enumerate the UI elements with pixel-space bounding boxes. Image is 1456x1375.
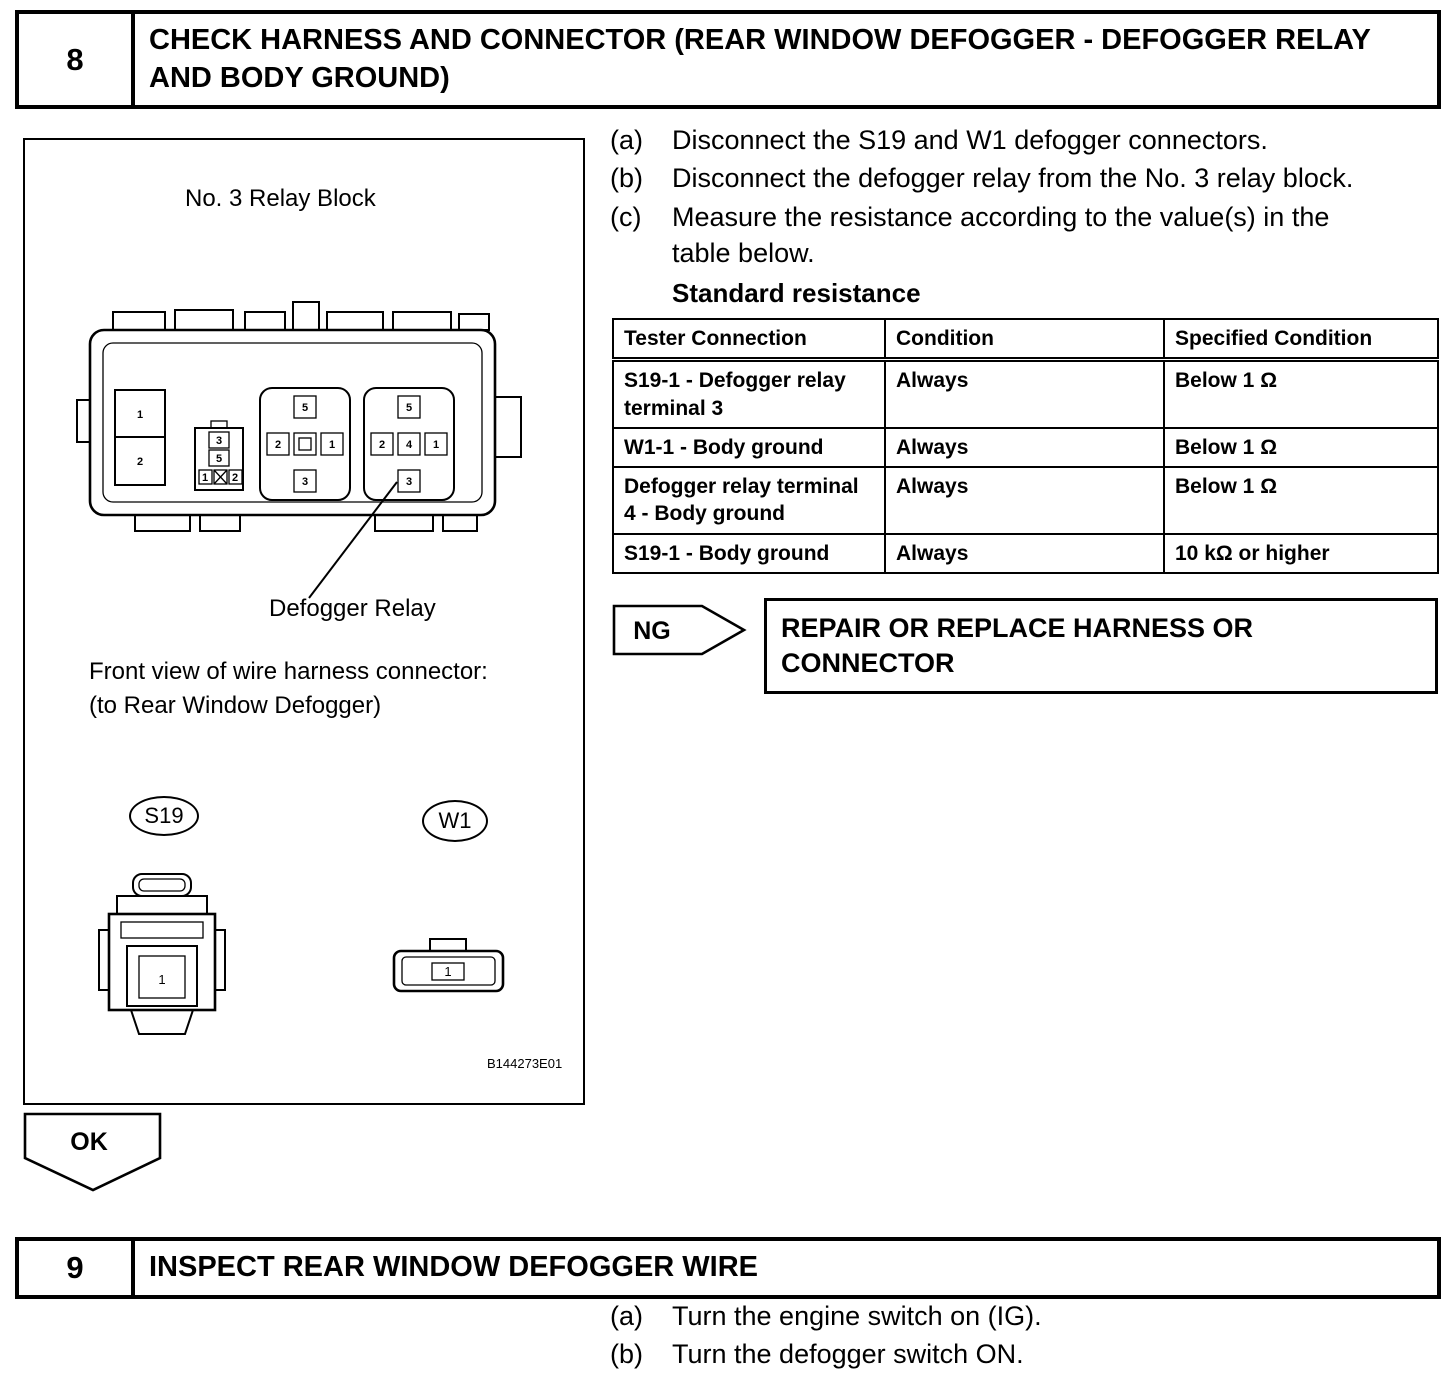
step9-title: INSPECT REAR WINDOW DEFOGGER WIRE [149,1251,758,1283]
step9-number: 9 [19,1241,135,1295]
column-header-specified-condition: Specified Condition [1164,319,1438,360]
table-cell: S19-1 - Body ground [613,534,885,573]
table-cell: Always [885,467,1164,534]
instruction-item [610,1298,1444,1334]
instruction-label: (c) [610,201,642,232]
pin-label: 3 [405,476,413,488]
pin-label: 2 [274,439,282,451]
resistance-table [612,318,1439,574]
table-cell: Below 1 Ω [1164,428,1438,467]
pin-label: 1 [158,972,166,987]
instruction-text: Disconnect the defogger relay from the No. 3 relay block. [672,163,1354,194]
instruction-item [610,1336,1444,1372]
pin-label: 5 [301,402,309,414]
instruction-label: (b) [610,163,643,194]
ng-label: NG [633,617,671,645]
pin-label: 1 [444,964,452,979]
step9-instructions [610,1298,1444,1375]
column-header-condition: Condition [885,319,1164,360]
instruction-item [610,199,1444,272]
pin-label: 5 [215,453,223,465]
table-cell: W1-1 - Body ground [613,428,885,467]
w1-connector-diagram [390,935,507,995]
ok-label: OK [70,1128,108,1156]
table-cell: Below 1 Ω [1164,360,1438,428]
table-cell: Always [885,534,1164,573]
instruction-text: Disconnect the S19 and W1 defogger connectors. [672,125,1268,155]
pin-label: 2 [136,456,144,468]
table-row [613,467,1438,534]
instruction-label: (a) [610,125,643,155]
table-cell: Always [885,428,1164,467]
pin-label: 2 [378,439,386,451]
pin-label: 1 [432,439,440,451]
connector-w1-tag: W1 [422,800,488,842]
pin-label: 4 [405,439,413,451]
pin-label: 1 [201,472,209,484]
instruction-text: Turn the engine switch on (IG). [672,1301,1042,1331]
instruction-label: (a) [610,1301,643,1331]
defogger-relay-label: Defogger Relay [269,595,436,622]
pin-label: 1 [136,409,144,421]
instruction-item [610,160,1444,196]
ok-arrow [23,1112,163,1194]
pin-label: 2 [231,472,239,484]
table-cell: Defogger relay terminal 4 - Body ground [613,467,885,534]
table-cell: S19-1 - Defogger relay terminal 3 [613,360,885,428]
table-row [613,428,1438,467]
pin-label: 1 [328,439,336,451]
step8-header [15,10,1441,109]
instruction-item [610,122,1444,158]
table-row [613,534,1438,573]
instruction-text: Turn the defogger switch ON. [672,1339,1024,1370]
relay-block-diagram [75,300,525,550]
ng-arrow [612,604,748,656]
figure-box [23,138,585,1105]
table-cell: Always [885,360,1164,428]
front-view-caption-line1: Front view of wire harness connector: [89,658,488,685]
relay-block-label: No. 3 Relay Block [185,185,376,212]
ng-action-box: REPAIR OR REPLACE HARNESS OR CONNECTOR [764,598,1438,694]
defogger-relay-pointer-line [305,478,405,603]
front-view-caption-line2: (to Rear Window Defogger) [89,692,382,719]
figure-code: B144273E01 [487,1056,563,1071]
table-row [613,360,1438,428]
step8-title: CHECK HARNESS AND CONNECTOR (REAR WINDOW DEFOGGER - DEFOGGER RELAY AND BODY GROUND) [149,24,1371,94]
standard-resistance-heading: Standard resistance [672,277,921,308]
table-cell: Below 1 Ω [1164,467,1438,534]
step9-header [15,1237,1441,1299]
pin-label: 3 [215,435,223,447]
table-cell: 10 kΩ or higher [1164,534,1438,573]
step8-number: 8 [19,14,135,105]
instruction-label: (b) [610,1339,643,1370]
column-header-tester-connection: Tester Connection [613,319,885,360]
table-header-row [613,319,1438,360]
instruction-text: Measure the resistance according to the value(s) in the table below. [672,201,1330,269]
step8-instructions [610,122,1444,309]
s19-connector-diagram [97,872,227,1052]
pin-label: 5 [405,402,413,414]
pin-label: 3 [301,476,309,488]
connector-s19-tag: S19 [129,796,199,836]
